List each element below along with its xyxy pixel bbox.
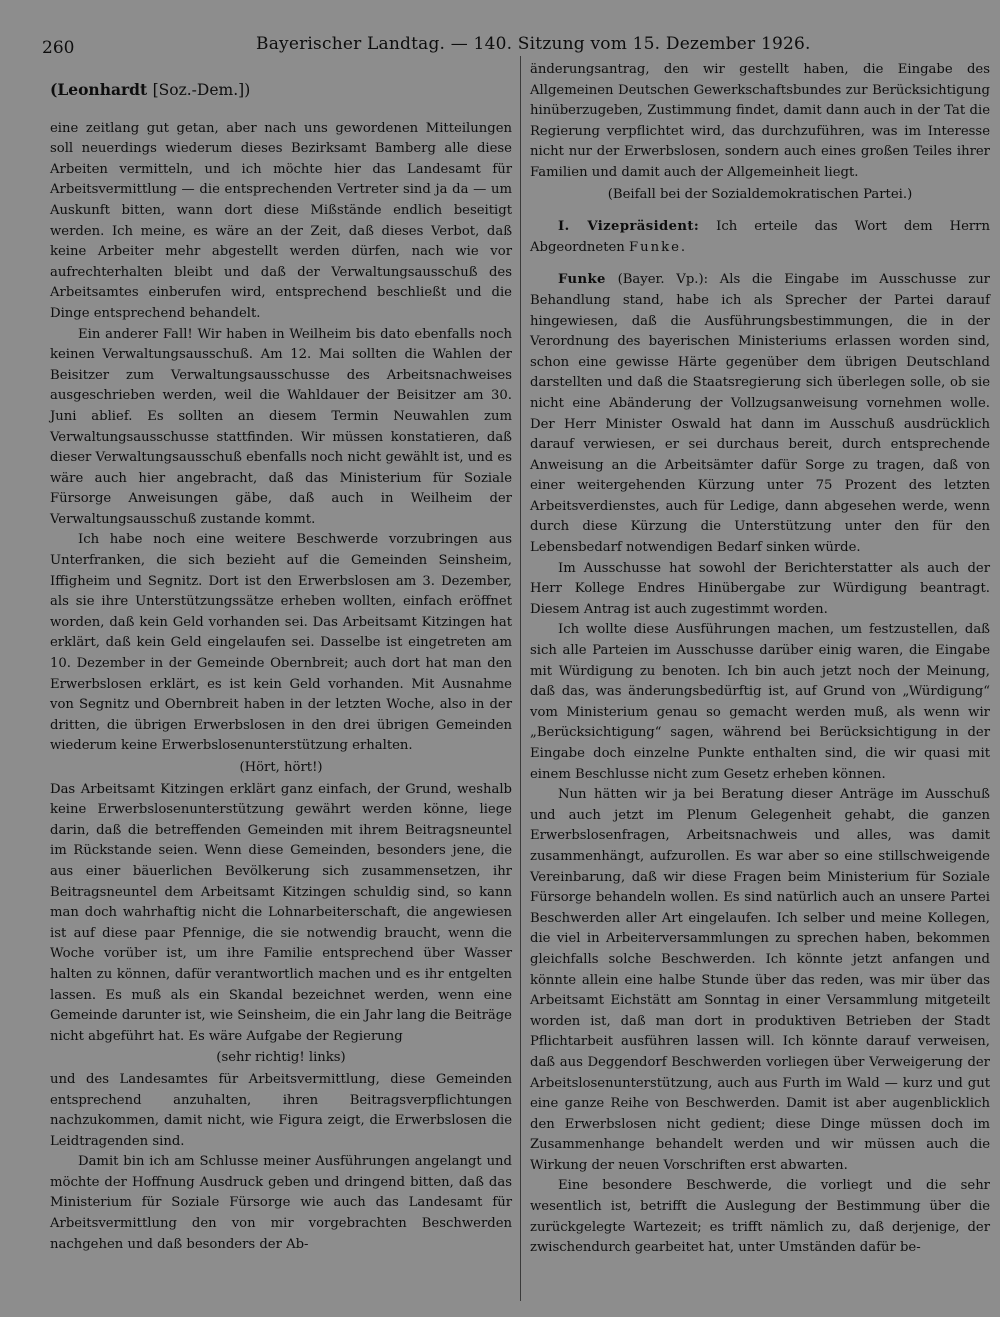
paragraph: änderungsantrag, den wir gestellt haben, die Eingabe des Allgemeinen Deutschen Gewerkschaftsbundes zur Berücksichtigung hinüberzugeben, Zustimmung findet, damit dann auch in der Tat die Regierung verpflichtet wird, das durchzuführen, was im Interesse nicht nur der Erwerbslosen, sondern auch eines großen Teiles ihrer Familien und damit auch der Allgemeinheit liegt. <box>530 62 990 180</box>
speaker-party: [Soz.-Dem.]) <box>152 81 251 99</box>
speaker-heading <box>50 80 512 101</box>
paragraph: Ich wollte diese Ausführungen machen, um festzustellen, daß sich alle Parteien im Ausschusse darüber einig waren, die Eingabe mit Würdigung zu benoten. Ich bin auch jetzt noch der Meinung, daß das, was änderungsbedürftig ist, auf Grund von „Würdigung“ vom Ministerium genau so gemacht werden muß, als wenn wir „Berücksichtigung“ sagen, während bei Berücksichtigung in der Eingabe doch einzelne Punkte enthalten sind, die wir quasi mit einem Beschlusse nicht zum Gesetz erheben können. <box>530 622 990 782</box>
paragraph: Ich habe noch eine weitere Beschwerde vorzubringen aus Unterfranken, die sich bezieht auf die Gemeinden Seinsheim, Iffigheim und Segnitz. Dort ist den Erwerbslosen am 3. Dezember, als sie ihre Unterstützungssätze erheben wollten, einfach eröffnet worden, daß kein Geld vorhanden sei. Das Arbeitsamt Kitzingen hat erklärt, daß kein Geld eingelaufen sei. Dasselbe ist eingetreten am 10. Dezember in der Gemeinde Obernbreit; auch dort hat man den Erwerbslosen erklärt, es ist kein Geld vorhanden. Mit Ausnahme von Segnitz und Obernbreit haben in der letzten Woche, also in der dritten, die übrigen Erwerbslosen in den drei übrigen Gemeinden wiederum keine Erwerbslosenunterstützung erhalten. <box>50 532 512 754</box>
column-divider <box>520 56 521 1301</box>
paragraph: Ein anderer Fall! Wir haben in Weilheim bis dato ebenfalls noch keinen Verwaltungsausschuß. Am 12. Mai sollten die Wahlen der Beisitzer zum Verwaltungsausschusse des Arbeitsnachweises ausgeschrieben werden, weil die Wahldauer der Beisitzer am 30. Juni ablief. Es sollten an diesem Termin Neuwahlen zum Verwaltungsausschusse stattfinden. Wir müssen konstatieren, daß dieser Verwaltungsausschuß ebenfalls noch nicht gewählt ist, und es wäre auch hier angebracht, daß das Ministerium für Soziale Fürsorge Anweisungen gäbe, daß auch in Weilheim der Verwaltungsausschuß zustande kommt. <box>50 326 512 527</box>
vice-president-text: Ich erteile das Wort dem Herrn Abgeordneten <box>530 219 990 255</box>
paragraph: und des Landesamtes für Arbeitsvermittlung, diese Gemeinden entsprechend anzuhalten, ihren Beitragsverpflichtungen nachzukommen, damit nicht, wie Figura zeigt, die Erwerbslosen die Leidtragenden sind. <box>50 1071 512 1149</box>
paragraph: Im Ausschusse hat sowohl der Berichterstatter als auch der Herr Kollege Endres Hinübergabe zur Würdigung beantragt. Diesem Antrag ist auch zugestimmt worden. <box>530 560 990 617</box>
speaker-name: (Leonhardt <box>50 80 148 99</box>
left-column <box>50 76 512 1255</box>
right-column <box>530 60 990 1259</box>
paragraph: eine zeitlang gut getan, aber nach uns gewordenen Mitteilungen soll neuerdings wiederum dieses Bezirksamt Bamberg alle diese Arbeiten vermitteln, und ich möchte hier das Landesamt für Arbeitsvermittlung — die entsprechenden Vertreter sind ja da — um Auskunft bitten, wann dort diese Mißstände endlich beseitigt werden. Ich meine, es wäre an der Zeit, daß dieses Verbot, daß keine Arbeiter mehr abgestellt werden dürfen, nach wie vor aufrechterhalten bleibt und daß der Verwaltungsausschuß des Arbeitsamtes einberufen wird, entsprechend beschließt und die Dinge entsprechend behandelt. <box>50 120 512 321</box>
page-number: 260 <box>42 38 75 58</box>
paragraph: Eine besondere Beschwerde, die vorliegt und die sehr wesentlich ist, betrifft die Auslegung der Bestimmung über die zurückgelegte Wartezeit; es trifft nämlich zu, daß derjenige, der zwischendurch gearbeitet hat, unter Umständen dafür be- <box>530 1178 990 1256</box>
vice-president-statement <box>530 217 990 258</box>
interjection: (sehr richtig! links) <box>216 1050 346 1066</box>
funke-speech-opening <box>530 270 990 558</box>
funke-speaker-name: Funke <box>558 272 606 288</box>
paragraph: Damit bin ich am Schlusse meiner Ausführungen angelangt und möchte der Hoffnung Ausdruck geben und dringend bitten, daß das Ministerium für Soziale Fürsorge wie auch das Landesamt für Arbeitsvermittlung den von mir vorgebrachten Beschwerden nachgehen und daß besonders der Ab- <box>50 1154 512 1252</box>
paragraph: Nun hätten wir ja bei Beratung dieser Anträge im Ausschuß und auch jetzt im Plenum Gelegenheit gehabt, die ganzen Erwerbslosenfragen, Arbeitsnachweis und alles, was damit zusammenhängt, aufzurollen. Es war aber so eine stillschweigende Vereinbarung, daß wir diese Fragen beim Ministerium für Soziale Fürsorge behandeln wollen. Es sind natürlich auch an unsere Partei Beschwerden aller Art eingelaufen. Ich selber und meine Kollegen, die viel in Arbeiterversammlungen zu sprechen haben, bekommen gleichfalls solche Beschwerden. Ich könnte jetzt anfangen und könnte allein eine halbe Stunde über das reden, was mir über das Arbeitsamt Eichstätt am Sonntag in einer Versammlung mitgeteilt worden ist, daß man dort in produktiven Betrieben der Stadt Pflichtarbeit ausführen lassen will. Ich könnte darauf verweisen, daß aus Deggendorf Beschwerden vorliegen über Verweigerung der Arbeitslosenunterstützung, auch aus Furth im Wald — kurz und gut eine ganze Reihe von Beschwerden. Damit ist aber augenblicklich den Erwerbslosen nicht gedient; diese Dinge müssen doch im Zusammenhange behandelt werden und wir müssen auch die Wirkung der neuen Vorschriften erst abwarten. <box>530 787 990 1173</box>
vice-president-label: I. Vizepräsident: <box>558 219 700 235</box>
applause-note: (Beifall bei der Sozialdemokratischen Partei.) <box>607 186 913 202</box>
funke-paragraph-text: Als die Eingabe im Ausschusse zur Behandlung stand, habe ich als Sprecher der Partei darauf hingewiesen, daß die Ausführungsbestimmungen, die in der Verordnung des bayerischen Ministeriums erlassen worden sind, schon eine gewisse Härte gegenüber dem übrigen Deutschland darstellten und daß die Staatsregierung sich überlegen solle, ob sie nicht eine Abänderung der Vollzugsanweisung vornehmen wolle. Der Herr Minister Oswald hat dann im Ausschuß ausdrücklich darauf verwiesen, er sei durchaus bereit, durch entsprechende Anweisung an die Arbeitsämter dafür Sorge zu tragen, daß von einer weitergehenden Kürzung unter 75 Prozent des letzten Arbeitsverdienstes, auch für Ledige, dann abgesehen werde, wenn durch diese Kürzung die Unterstützung unter den für den Lebensbedarf notwendigen Bedarf sinken würde. <box>530 272 990 556</box>
paragraph: Das Arbeitsamt Kitzingen erklärt ganz einfach, der Grund, weshalb keine Erwerbslosenunterstützung gewährt werden könne, liege darin, daß die betreffenden Gemeinden mit ihrem Beitragsneuntel im Rückstande seien. Wenn diese Gemeinden, besonders jene, die aus einer bäuerlichen Bevölkerung sich zusammensetzen, ihr Beitragsneuntel dem Arbeitsamt Kitzingen schuldig sind, so kann man doch wahrhaftig nicht die Lohnarbeiterschaft, die angewiesen ist auf diese paar Pfennige, die sie notwendig braucht, wenn die Woche vorüber ist, um ihre Familie entsprechend über Wasser halten zu können, dafür verantwortlich machen und es ihr entgelten lassen. Es muß als ein Skandal bezeichnet werden, wenn eine Gemeinde darunter ist, wie Seinsheim, die ein Jahr lang die Beiträge nicht abgeführt hat. Es wäre Aufgabe der Regierung <box>50 781 512 1044</box>
running-title: Bayerischer Landtag. — 140. Sitzung vom 15. Dezember 1926. <box>256 34 811 54</box>
called-speaker-name: Funke. <box>629 239 688 255</box>
interjection: (Hört, hört!) <box>239 760 323 775</box>
funke-party: (Bayer. Vp.): <box>617 272 709 288</box>
